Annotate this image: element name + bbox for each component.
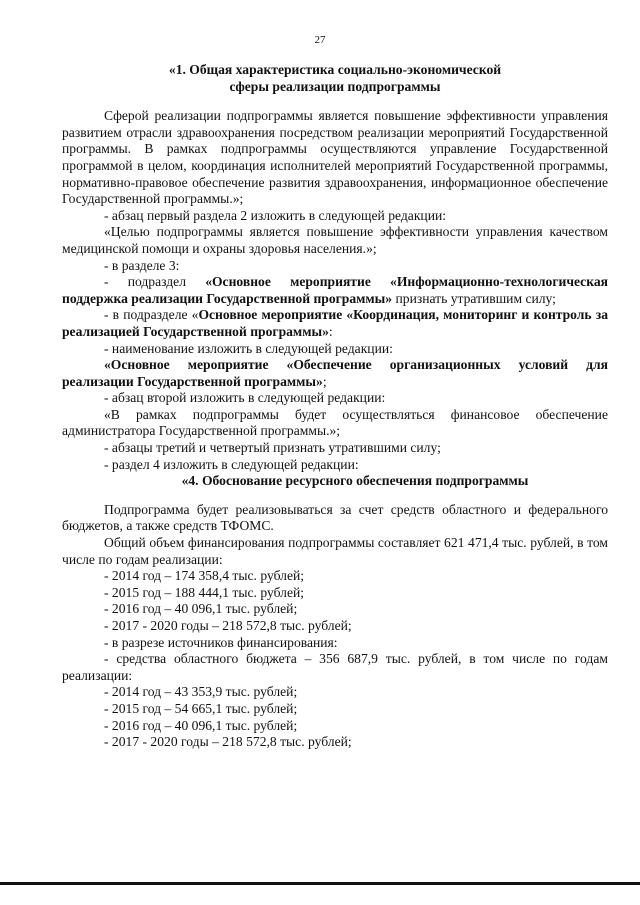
section-4-paragraph-1: Подпрограмма будет реализовываться за счет средств областного и федерального бюджетов, а также средств ТФОМС. <box>62 501 608 534</box>
amendment-item-4 <box>62 307 608 340</box>
amendment-quote-2-bold: «Основное мероприятие «Обеспечение организационных условий для реализации Государственной программы» <box>62 357 608 389</box>
funding-sources-intro: - в разрезе источников финансирования: <box>104 634 338 650</box>
page-bottom-rule <box>0 882 640 885</box>
funding-year-item: - 2016 год – 40 096,1 тыс. рублей; <box>104 601 298 617</box>
amendment-item-4-bold: Основное мероприятие «Координация, мониторинг и контроль за реализацией Государственной программы» <box>62 307 608 339</box>
amendment-item-6: - абзац второй изложить в следующей редакции: <box>104 390 386 406</box>
section-1-heading-line-2: сферы реализации подпрограммы <box>229 78 441 94</box>
section-4-paragraph-2: Общий объем финансирования подпрограммы составляет 621 471,4 тыс. рублей, в том числе по годам реализации: <box>62 535 608 567</box>
page-number: 27 <box>314 34 326 46</box>
funding-year-item: - 2015 год – 188 444,1 тыс. рублей; <box>104 584 305 600</box>
section-1-paragraph: Сферой реализации подпрограммы является повышение эффективности управления развитием отрасли здравоохранения посредством реализации мероприятий Государственной программы. В рамках подпрограммы осуществляются управление Государственной программой в целом, координация исполнителей мероприятий Государственной программы, нормативно-правовое обеспечение развития здравоохранения, информационное обеспечение Государственной программы.»; <box>62 108 608 207</box>
amendment-item-2: - в разделе 3: <box>104 257 180 273</box>
section-1-heading-line-1: «1. Общая характеристика социально-экономической <box>168 62 502 77</box>
amendment-quote-2-suffix: ; <box>322 373 327 389</box>
section-4-heading: «4. Обоснование ресурсного обеспечения подпрограммы <box>181 473 529 489</box>
document-body <box>62 62 608 751</box>
amendment-item-8: - раздел 4 изложить в следующей редакции: <box>104 456 359 472</box>
regional-budget-intro: - средства областного бюджета – 356 687,9 тыс. рублей, в том числе по годам реализации: <box>62 651 608 683</box>
funding-year-item: - 2017 - 2020 годы – 218 572,8 тыс. рублей; <box>104 618 352 633</box>
amendment-item-5: - наименование изложить в следующей редакции: <box>104 340 393 356</box>
amendment-item-1: - абзац первый раздела 2 изложить в следующей редакции: <box>104 207 447 223</box>
amendment-item-4-suffix: : <box>328 323 333 339</box>
amendment-quote-3: «В рамках подпрограммы будет осуществляться финансовое обеспечение администратора Государственной программы.»; <box>62 406 608 439</box>
amendment-item-3 <box>62 274 608 307</box>
amendment-item-3-bold: «Основное мероприятие «Информационно-технологическая поддержка реализации Государственной программы» <box>62 274 608 306</box>
regional-year-item: - 2015 год – 54 665,1 тыс. рублей; <box>104 700 298 716</box>
amendment-item-3-suffix: признать утратившим силу; <box>392 290 556 306</box>
regional-year-item: - 2016 год – 40 096,1 тыс. рублей; <box>104 717 298 733</box>
funding-year-item: - 2014 год – 174 358,4 тыс. рублей; <box>104 568 305 584</box>
amendment-item-3-prefix: - подраздел <box>104 274 206 290</box>
amendment-quote-2 <box>62 357 608 390</box>
section-1-heading <box>62 62 608 95</box>
regional-year-item: - 2017 - 2020 годы – 218 572,8 тыс. рублей; <box>104 734 352 750</box>
amendment-item-4-prefix: - в подразделе « <box>104 307 199 323</box>
amendment-item-7: - абзацы третий и четвертый признать утратившими силу; <box>104 440 441 456</box>
amendment-quote-1: «Целью подпрограммы является повышение эффективности управления качеством медицинской помощи и охраны здоровья населения.»; <box>62 224 608 256</box>
regional-year-item: - 2014 год – 43 353,9 тыс. рублей; <box>104 684 298 700</box>
